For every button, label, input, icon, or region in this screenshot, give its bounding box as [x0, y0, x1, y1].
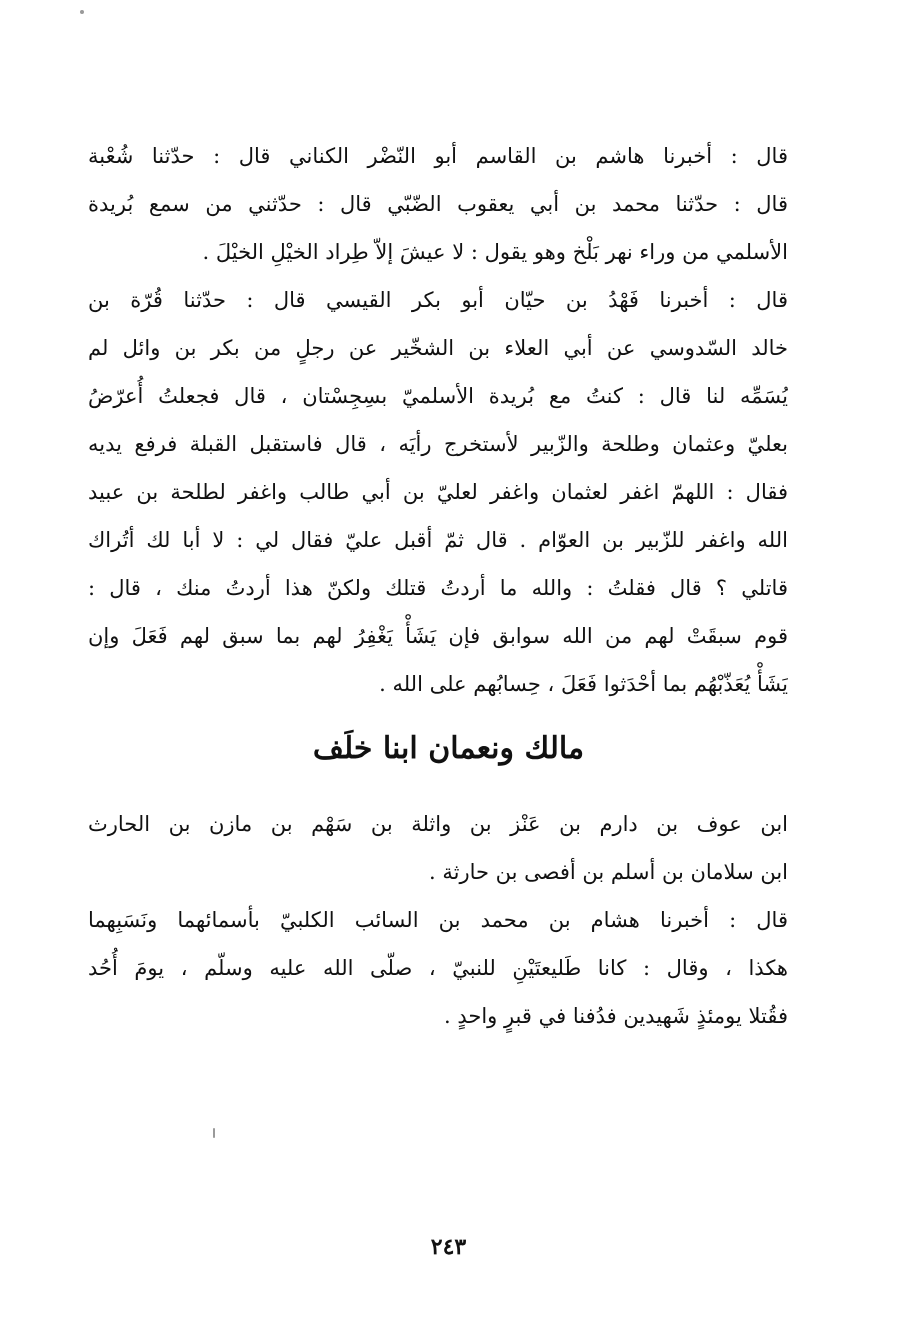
biography-section: [88, 800, 788, 1040]
paper-speck: [213, 1128, 215, 1138]
text-line: قال : أخبرنا هاشم بن القاسم أبو النّضْر الكناني قال : حدّثنا شُعْبة: [88, 144, 788, 168]
text-line: هكذا ، وقال : كانا طَليعتَيْنِ للنبيّ ، صلّى الله عليه وسلّم ، يومَ أُحُد: [88, 956, 788, 980]
text-line: قال : أخبرنا فَهْدُ بن حيّان أبو بكر القيسي قال : حدّثنا قُرّة بن: [88, 288, 788, 312]
text-line: الله واغفر للزّبير بن العوّام . قال ثمّ أقبل عليّ فقال لي : لا أبا لك أتُراك: [88, 528, 788, 552]
text-line: فقال : اللهمّ اغفر لعثمان واغفر لعليّ بن أبي طالب واغفر لطلحة بن عبيد: [88, 480, 788, 504]
page-number: ٢٤٣: [430, 1234, 467, 1260]
section-heading: مالك ونعمان ابنا خلَف: [312, 731, 585, 766]
hadith-section: [88, 132, 788, 708]
text-line: فقُتلا يومئذٍ شَهيدين فدُفنا في قبرٍ واحدٍ .: [443, 1004, 788, 1028]
text-line: الأسلمي من وراء نهر بَلْخ وهو يقول : لا عيشَ إلاّ طِراد الخيْلِ الخيْلَ .: [202, 240, 788, 264]
text-line: يُسَمِّه لنا قال : كنتُ مع بُريدة الأسلميّ بسِجِسْتان ، قال فجعلتُ أُعرّضُ: [88, 384, 788, 408]
text-line: قال : حدّثنا محمد بن أبي يعقوب الضّبّي قال : حدّثني من سمع بُريدة: [88, 192, 788, 216]
text-line: يَشَأْ يُعَذّبْهُم بما أحْدَثوا فَعَلَ ، حِسابُهم على الله .: [379, 672, 788, 696]
text-line: قال : أخبرنا هشام بن محمد بن السائب الكلبيّ بأسمائهما ونَسَبِهما: [88, 908, 788, 932]
paper-speck: [80, 10, 84, 14]
text-line: ابن عوف بن دارم بن عَنْز بن واثلة بن سَهْم بن مازن بن الحارث: [88, 812, 788, 836]
text-line: ابن سلامان بن أسلم بن أفصى بن حارثة .: [429, 860, 788, 884]
text-line: خالد السّدوسي عن أبي العلاء بن الشخّير عن رجلٍ من بكر بن وائل لم: [88, 336, 788, 360]
text-line: قوم سبقَتْ لهم من الله سوابق فإن يَشَأْ يَغْفِرُ لهم بما سبق لهم فَعَلَ وإن: [88, 624, 788, 648]
text-line: قاتلي ؟ قال فقلتُ : والله ما أردتُ قتلك ولكنّ هذا أردتُ منك ، قال :: [88, 576, 788, 600]
text-line: بعليّ وعثمان وطلحة والزّبير لأستخرج رأيَه ، قال فاستقبل القبلة فرفع يديه: [88, 432, 788, 456]
